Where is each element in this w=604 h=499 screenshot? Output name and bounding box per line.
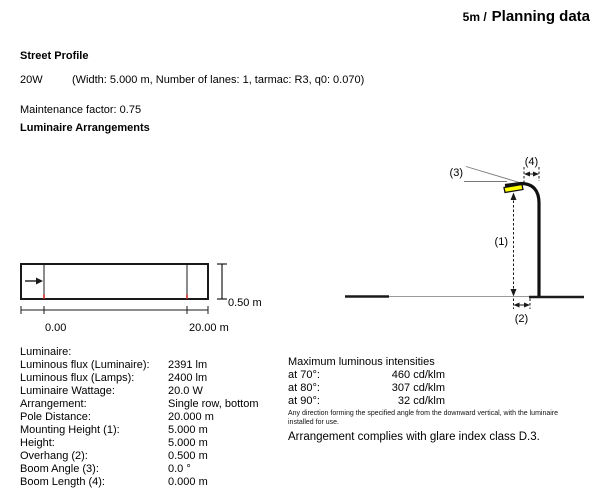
table-row bbox=[288, 395, 588, 408]
table-row bbox=[20, 450, 288, 463]
pole-side-view-diagram bbox=[345, 156, 584, 325]
row-value: 0.500 m bbox=[168, 450, 208, 462]
row-label: Overhang (2): bbox=[20, 450, 88, 462]
row-label: Mounting Height (1): bbox=[20, 424, 120, 436]
row-value: 5.000 m bbox=[168, 437, 208, 449]
row-value: 307 cd/klm bbox=[391, 382, 445, 394]
table-row bbox=[20, 476, 288, 489]
overhang-label: (2) bbox=[514, 313, 529, 325]
row-label: Boom Length (4): bbox=[20, 476, 105, 488]
row-label: at 80°: bbox=[288, 382, 320, 394]
row-value: 460 cd/klm bbox=[391, 369, 445, 381]
boom-angle-leader-line bbox=[466, 167, 521, 184]
table-row bbox=[20, 372, 288, 385]
table-row bbox=[288, 382, 588, 395]
row-value: Single row, bottom bbox=[168, 398, 259, 410]
dim-start-label: 0.00 bbox=[45, 322, 67, 334]
lamp-pole bbox=[505, 184, 539, 297]
page-title bbox=[463, 8, 590, 25]
maximum-intensities-block bbox=[288, 356, 588, 443]
mounting-height-dimension bbox=[495, 193, 517, 297]
luminaire-details-table bbox=[20, 346, 288, 489]
street-profile-row bbox=[20, 74, 364, 86]
table-row bbox=[20, 398, 288, 411]
row-label: at 70°: bbox=[288, 369, 320, 381]
row-label: Pole Distance: bbox=[20, 411, 91, 423]
row-label: Luminaire Wattage: bbox=[20, 385, 115, 397]
street-plan-diagram bbox=[21, 264, 262, 334]
boom-length-label: (4) bbox=[524, 156, 539, 168]
offset-label: 0.50 m bbox=[228, 297, 262, 309]
luminaire-arrangements-heading: Luminaire Arrangements bbox=[20, 122, 150, 134]
street-plan-rect bbox=[21, 264, 208, 299]
luminaire-heading: Luminaire: bbox=[20, 346, 72, 358]
street-profile-description: (Width: 5.000 m, Number of lanes: 1, tarmac: R3, q0: 0.070) bbox=[72, 74, 365, 86]
row-label: Arrangement: bbox=[20, 398, 87, 410]
intensities-footnote: Any direction forming the specified angle from the downward vertical, with the luminaire installed for use. bbox=[288, 410, 559, 426]
street-profile-heading: Street Profile bbox=[20, 50, 89, 62]
offset-dimension-bracket bbox=[217, 264, 262, 309]
table-row bbox=[20, 359, 288, 372]
arrangement-diagrams bbox=[0, 150, 604, 342]
row-value: 0.000 m bbox=[168, 476, 208, 488]
row-label: Luminous flux (Lamps): bbox=[20, 372, 135, 384]
page-title-prefix: 5m / bbox=[462, 10, 487, 24]
page-title-main: Planning data bbox=[491, 8, 590, 25]
table-heading-row bbox=[20, 346, 288, 359]
row-value: 2391 lm bbox=[168, 359, 208, 371]
maintenance-factor: Maintenance factor: 0.75 bbox=[20, 104, 142, 116]
boom-length-dimension bbox=[524, 156, 539, 183]
row-label: Boom Angle (3): bbox=[20, 463, 99, 475]
glare-compliance-statement: Arrangement complies with glare index class D.3. bbox=[288, 431, 540, 443]
row-value: 5.000 m bbox=[168, 424, 208, 436]
table-row bbox=[20, 437, 288, 450]
row-value: 2400 lm bbox=[168, 372, 208, 384]
row-value: 32 cd/klm bbox=[397, 395, 445, 407]
row-value: 20.000 m bbox=[168, 411, 214, 423]
street-profile-name: 20W bbox=[20, 74, 43, 86]
table-row bbox=[20, 463, 288, 476]
row-value: 20.0 W bbox=[168, 385, 203, 397]
row-label: Height: bbox=[20, 437, 55, 449]
boom-angle-label: (3) bbox=[449, 167, 463, 179]
dim-end-label: 20.00 m bbox=[189, 322, 229, 334]
overhang-dimension bbox=[514, 299, 531, 326]
plan-dimension-line bbox=[21, 306, 229, 334]
row-label: at 90°: bbox=[288, 395, 320, 407]
table-row bbox=[20, 411, 288, 424]
row-label: Luminous flux (Luminaire): bbox=[20, 359, 150, 371]
table-row bbox=[288, 369, 588, 382]
table-row bbox=[20, 385, 288, 398]
mounting-height-label: (1) bbox=[494, 236, 508, 248]
table-row bbox=[20, 424, 288, 437]
row-value: 0.0 ° bbox=[168, 463, 191, 475]
intensities-heading: Maximum luminous intensities bbox=[288, 356, 435, 368]
